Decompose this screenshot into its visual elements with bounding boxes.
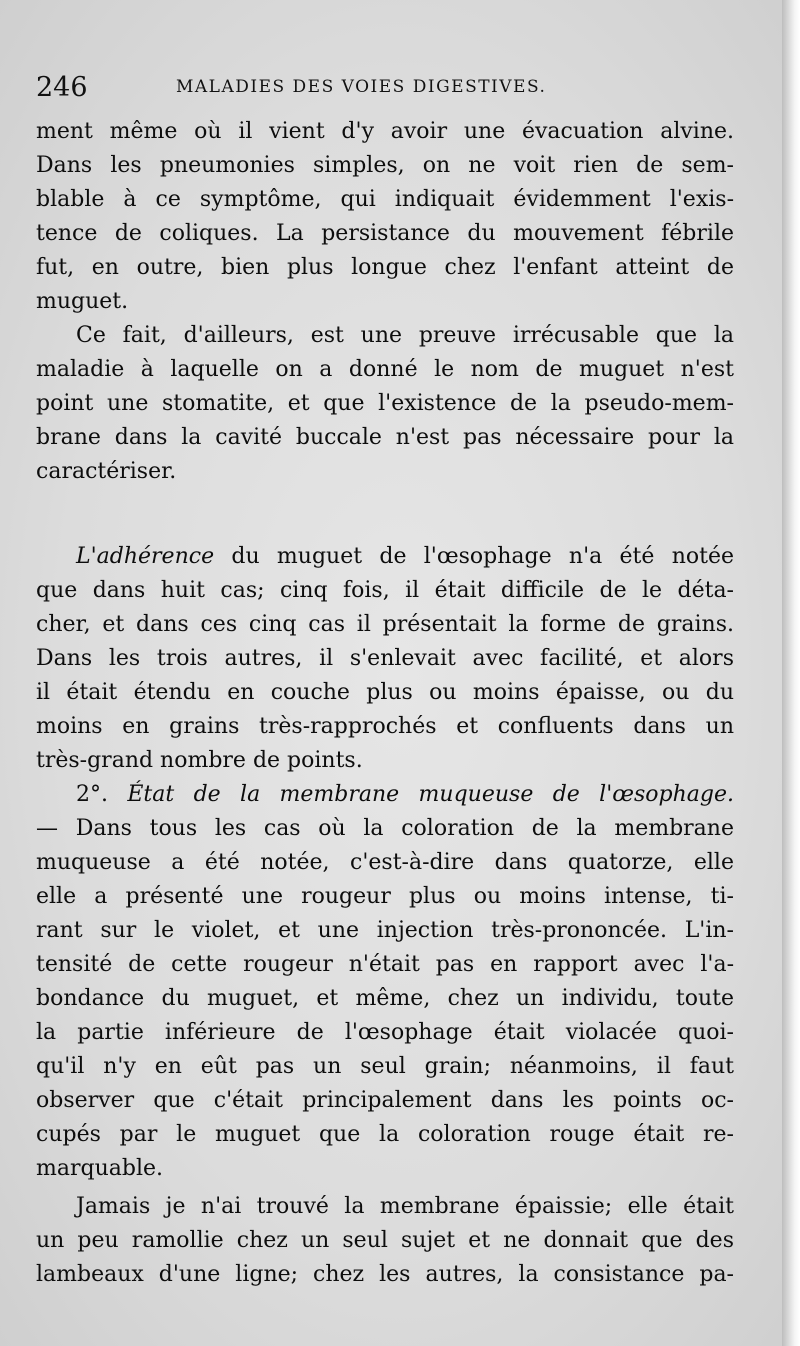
page-header xyxy=(36,72,736,106)
text-line: rant sur le violet, et une injection très-prononcée. L'in- xyxy=(36,918,734,943)
text-line: observer que c'était principalement dans les points oc- xyxy=(36,1088,734,1113)
text-line: muqueuse a été notée, c'est-à-dire dans quatorze, elle xyxy=(36,850,734,875)
text-line: lambeaux d'une ligne; chez les autres, la consistance pa- xyxy=(36,1262,734,1287)
section-heading: État de la membrane muqueuse de l'œsophage. xyxy=(127,782,734,807)
text-line: bondance du muguet, et même, chez un individu, toute xyxy=(36,986,734,1011)
text-line: très-grand nombre de points. xyxy=(36,748,363,773)
text-line: que dans huit cas; cinq fois, il était difficile de le déta- xyxy=(36,578,734,603)
text-line: moins en grains très-rapprochés et confluents dans un xyxy=(36,714,734,739)
text-line: marquable. xyxy=(36,1156,163,1181)
text-line: tensité de cette rougeur n'était pas en rapport avec l'a- xyxy=(36,952,734,977)
text-line: la partie inférieure de l'œsophage était violacée quoi- xyxy=(36,1020,734,1045)
page-number: 246 xyxy=(36,72,88,103)
text-line: ment même où il vient d'y avoir une évacuation alvine. xyxy=(36,119,734,144)
text-line: il était étendu en couche plus ou moins épaisse, ou du xyxy=(36,680,734,705)
text-line: muguet. xyxy=(36,289,129,314)
running-head: MALADIES DES VOIES DIGESTIVES. xyxy=(176,77,547,97)
text-line: point une stomatite, et que l'existence de la pseudo-mem- xyxy=(36,391,734,416)
text-line: Ce fait, d'ailleurs, est une preuve irrécusable que la xyxy=(76,323,734,348)
text-line xyxy=(36,540,734,574)
text-block-bottom xyxy=(36,1190,734,1292)
text-line: Jamais je n'ai trouvé la membrane épaissie; elle était xyxy=(76,1194,734,1219)
paragraph-4 xyxy=(36,778,734,1186)
italic-term: L'adhérence xyxy=(76,544,215,569)
text-line: blable à ce symptôme, qui indiquait évidemment l'exis- xyxy=(36,187,734,212)
text-line: cher, et dans ces cinq cas il présentait la forme de grains. xyxy=(36,612,734,637)
text-line: fut, en outre, bien plus longue chez l'enfant atteint de xyxy=(36,255,734,280)
section-number: 2°. xyxy=(76,782,108,807)
text-line: tence de coliques. La persistance du mouvement fébrile xyxy=(36,221,734,246)
paragraph-1 xyxy=(36,115,734,319)
text-line: — Dans tous les cas où la coloration de la membrane xyxy=(36,816,734,841)
text-block-middle xyxy=(36,540,734,1186)
text-line: caractériser. xyxy=(36,459,177,484)
text-line: elle a présenté une rougeur plus ou moins intense, ti- xyxy=(36,884,734,909)
paragraph-2 xyxy=(36,319,734,489)
section-heading-line xyxy=(36,778,734,812)
text-block-top xyxy=(36,115,734,489)
text-line: Dans les pneumonies simples, on ne voit rien de sem- xyxy=(36,153,734,178)
paragraph-3 xyxy=(36,540,734,778)
text-line: maladie à laquelle on a donné le nom de muguet n'est xyxy=(36,357,734,382)
text-line: Dans les trois autres, il s'enlevait avec facilité, et alors xyxy=(36,646,734,671)
text-line: un peu ramollie chez un seul sujet et ne donnait que des xyxy=(36,1228,734,1253)
text-line: cupés par le muguet que la coloration rouge était re- xyxy=(36,1122,734,1147)
text-line: qu'il n'y en eût pas un seul grain; néanmoins, il faut xyxy=(36,1054,734,1079)
text-line: brane dans la cavité buccale n'est pas nécessaire pour la xyxy=(36,425,734,450)
text-span: du muguet de l'œsophage n'a été notée xyxy=(214,544,734,569)
paragraph-5 xyxy=(36,1190,734,1292)
page-edge xyxy=(782,0,800,1346)
